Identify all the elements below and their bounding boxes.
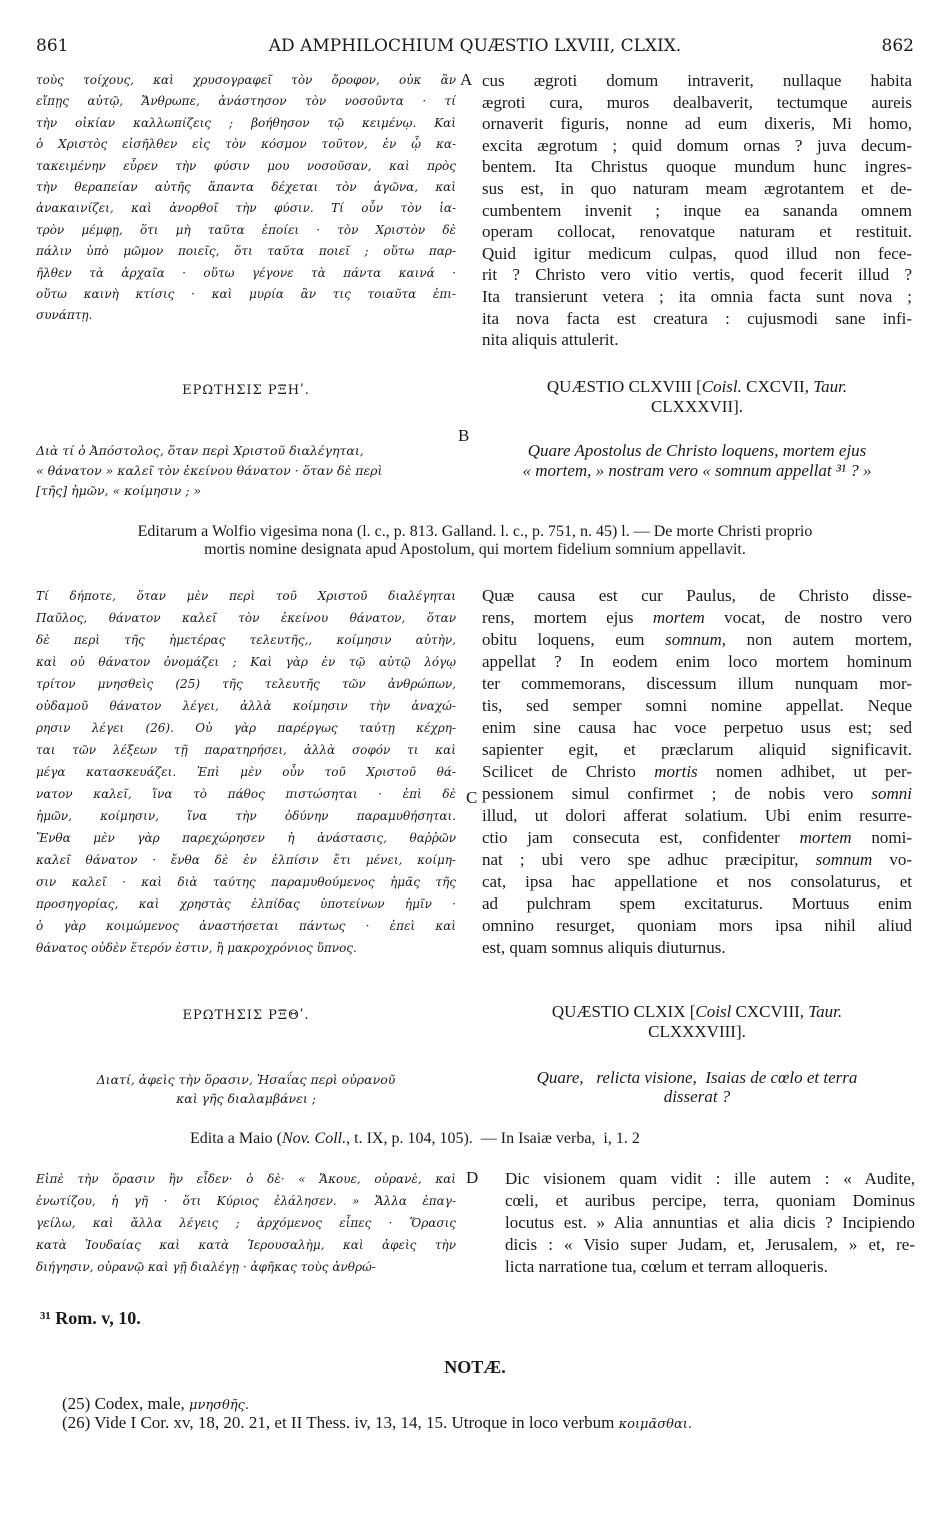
heading-168-line1: QUÆSTIO CLXVIII [Coisl. CXCVII, Taur. (546, 377, 848, 396)
italic-term: mortem (652, 608, 705, 627)
latin-text-line: locutus est. » Alia annuntias et alia dicis ? Incipiendo (505, 1213, 915, 1232)
latin-question-169-line2: disserat ? (663, 1087, 731, 1106)
heading-168-line2: CLXXXVII]. (650, 397, 744, 416)
text-segment: Scilicet de Christo (482, 762, 655, 781)
text-segment: sapienter egit, et præclarum aliquid significavit. (482, 740, 912, 759)
greek-column-top (36, 70, 456, 327)
greek-text-line: Παῦλος, θάνατον καλεῖ τὸν ἐκείνου θάνατον, ὅταν (36, 611, 456, 625)
latin-text-line: ita nova facta est creatura : cujusmodi sane infi- (482, 308, 912, 328)
text-segment: , non autem mortem, (721, 630, 912, 649)
latin-text-line (482, 893, 912, 915)
text-segment: omnino resurget, quoniam mors ipsa nihil aliud (482, 916, 912, 935)
footnote: ³¹ Rom. v, 10. (40, 1308, 141, 1328)
latin-question-168 (482, 441, 912, 481)
latin-question-heading-169 (482, 1002, 912, 1042)
latin-text-line: Dic visionem quam vidit : ille autem : « Audite, (505, 1169, 915, 1188)
latin-text-line: ornaverit figuris, nonne ad eum dixeris, Mi homo, (482, 114, 912, 134)
text-segment: vo- (872, 850, 912, 869)
greek-text-line: τὴν οἰκίαν καλλωπίζεις ; βοήθησον τῷ κειμένῳ. Καὶ (36, 115, 456, 130)
latin-text-line: Ita transierunt vetera ; ita omnia facta sunt nova ; (482, 286, 912, 306)
greek-text-line: γείλω, καὶ ἄλλα λέγεις ; ἀρχόμενος εἶπες · Ὅρασις (36, 1216, 456, 1230)
latin-text-line (482, 871, 912, 893)
latin-question-heading-168 (482, 377, 912, 417)
text-segment: pessionem simul confirmet ; de nobis vero (482, 784, 872, 803)
greek-question-line: [τῆς] ἡμῶν, « κοίμησιν ; » (36, 483, 202, 498)
greek-question-heading-169: ΕΡΩΤΗΣΙΣ ΡΞΘʹ. (182, 1008, 310, 1023)
latin-text-line (482, 915, 912, 937)
text-segment: est, quam somnus aliquis diuturnus. (482, 938, 726, 957)
latin-answer-169 (505, 1168, 915, 1278)
text-segment: enim sine causa hac voce perpetuo usus est; sed (482, 718, 912, 737)
text-segment: ter commemorans, discessum illum nunquam mor- (482, 674, 912, 693)
greek-question-line: « θάνατον » καλεῖ τὸν ἐκείνου θάνατον · ὅταν δὲ περὶ (36, 463, 383, 478)
margin-letter-c: C (466, 788, 478, 807)
latin-text-line (482, 629, 912, 651)
latin-text-line (482, 695, 912, 717)
latin-text-line (482, 849, 912, 871)
greek-text-line: ἐνωτίζου, ἡ γῆ · ὅτι Κύριος ἐλάλησεν. » Ἄλλα ἐπαγ- (36, 1194, 456, 1208)
greek-text-line: ται τῶν λέξεων τῇ παρατηρήσει, ἀλλὰ σοφόν τι καὶ (36, 743, 456, 757)
latin-column-top (482, 70, 912, 351)
greek-text-line: μέγα κατασκευάζει. Ἐπὶ μὲν οὖν τοῦ Χριστοῦ θά- (36, 765, 456, 779)
margin-letter-b: B (458, 426, 470, 445)
note-26: (26) Vide I Cor. xv, 18, 20. 21, et II Thess. iv, 13, 14, 15. Utroque in loco verbum κοιμᾶσθαι. (62, 1413, 692, 1432)
greek-text-line: ἀνακαινίζει, καὶ ἀνορθοῖ τὴν φύσιν. Τί οὖν τὸν ἰα- (36, 201, 456, 216)
greek-text-line: ρησιν λέγει (26). Οὐ γὰρ παρέργως ταύτῃ κέχρη- (36, 721, 456, 735)
latin-text-line (482, 761, 912, 783)
italic-term: somnum (815, 850, 873, 869)
text-segment: Quæ causa est cur Paulus, de Christo disse- (482, 586, 912, 605)
greek-text-line: ὁ γὰρ κοιμώμενος ἀναστήσεται πάντως · ἐπεὶ καὶ (36, 919, 456, 933)
margin-letter-d: D (466, 1168, 479, 1187)
page-number-left: 861 (36, 36, 69, 56)
latin-text-line: licta narratione tua, cœlum et terram alloqueris. (505, 1257, 828, 1276)
page-number-right: 862 (881, 36, 914, 56)
greek-text-line: ῆλθεν τὰ ἀρχαῖα · οὕτω γέγονε τὰ πάντα καινά · (36, 265, 456, 280)
greek-text-line: ἡμῶν, κοίμησιν, ἵνα τὴν ὀδύνην παραμυθήσηται. (36, 809, 456, 823)
latin-text-line (482, 717, 912, 739)
editorial-168-line2: mortis nomine designata apud Apostolum, qui mortem fidelium somnium appellavit. (204, 541, 746, 558)
latin-text-line (482, 827, 912, 849)
greek-answer-168 (36, 585, 456, 959)
greek-text-line: τακειμένην εὗρεν τὴν φύσιν μου νοσοῦσαν, καὶ πρὸς (36, 158, 456, 173)
heading-169-line1: QUÆSTIO CLXIX [Coisl CXCVIII, Taur. (551, 1002, 843, 1021)
greek-question-heading-168: ΕΡΩΤΗΣΙΣ ΡΞΗʹ. (182, 383, 310, 398)
text-segment: cat, ipsa hac appellatione et nos consolaturus, et (482, 872, 912, 891)
greek-text-line: συνάπτῃ. (36, 308, 93, 323)
greek-question-169 (36, 1070, 456, 1108)
latin-text-line: excita ægrotum ; quid domum ornas ? juva decum- (482, 135, 912, 155)
text-segment: appellat ? In eodem enim loco mortem hominum (482, 652, 912, 671)
greek-text-line: τοὺς τοίχους, καὶ χρυσογραφεῖ τὸν ὄροφον, οὐκ ἂν (36, 73, 456, 87)
greek-text-line: τρίτον μνησθεὶς (25) τῆς τελευτῆς τῶν ἀνθρώπων, (36, 677, 456, 691)
latin-text-line: rit ? Christo vero vitio vertis, quod fecerit illud ? (482, 265, 912, 285)
editorial-note-169: Edita a Maio (Nov. Coll., t. IX, p. 104, 105). — In Isaiæ verba, i, 1. 2 (190, 1130, 640, 1147)
greek-text-line: διήγησιν, οὐρανῷ καὶ γῇ διαλέγῃ · ἀφῆκας τοὺς ἀνθρώ- (36, 1260, 376, 1274)
greek-question-line: Διὰ τί ὁ Ἀπόστολος, ὅταν περὶ Χριστοῦ διαλέγηται, (36, 443, 364, 458)
text-segment: vocat, de nostro vero (704, 608, 912, 627)
notes-title: NOTÆ. (444, 1357, 506, 1377)
latin-question-line: « mortem, » nostram vero « somnum appellat ³¹ ? » (522, 461, 872, 480)
latin-text-line: cumbentem invenit ; inque ea sananda omnem (482, 200, 912, 220)
note-25: (25) Codex, male, μνησθῆς. (62, 1394, 250, 1413)
greek-text-line: τρὸν μέμφῃ, ὅτι μὴ ταῦτα ἐποίει · τὸν Χριστὸν δὲ (36, 222, 456, 237)
greek-question-169-line1: Διατί, ἀφεὶς τὴν ὅρασιν, Ἡσαΐας περὶ οὐρανοῦ (96, 1072, 396, 1087)
latin-text-line (482, 585, 912, 607)
greek-text-line: σιν καλεῖ · καὶ διὰ ταύτης παραμυθούμενος ἡμᾶς τῆς (36, 875, 456, 889)
text-segment: illud, ut dolori afferat solatium. Ubi enim resurre- (482, 806, 912, 825)
text-segment: nomen adhibet, ut per- (697, 762, 912, 781)
greek-text-line: πάλιν ὑπὸ μῶμον ποιεῖς, ὅτι ταῦτα ποιεῖ ; οὕτω παρ- (36, 244, 456, 259)
latin-text-line: ægroti cura, muros dealbaverit, tectumque aureis (482, 92, 912, 112)
latin-text-line: cus ægroti domum intraverit, nullaque habita (482, 71, 912, 90)
latin-text-line (482, 607, 912, 629)
latin-text-line: Quid igitur medicum culpas, quod illud non fece- (482, 243, 912, 263)
greek-text-line: καλεῖ θάνατον · ἔνθα δὲ ἐν ἐλπίσιν ἔτι μένει, κοίμη- (36, 853, 456, 867)
running-title: AD AMPHILOCHIUM QUÆSTIO LXVIII, CLXIX. (268, 36, 682, 56)
greek-text-line: τὴν θεραπείαν αὐτῆς ἅπαντα δέχεται τὸν ἀγῶνα, καὶ (36, 180, 456, 195)
greek-text-line: προσηγορίας, καὶ χρηστὰς ἐλπίδας ὑποτείνων ἡμῖν · (36, 897, 456, 911)
latin-text-line: sus est, in quo naturam meam ægrotantem et de- (482, 178, 912, 198)
text-segment: ctio jam consecuta est, confidenter (482, 828, 800, 847)
greek-text-line: κατὰ Ἰουδαίας καὶ κατὰ Ἱερουσαλὴμ, καὶ ἀφεὶς τὴν (36, 1238, 456, 1252)
text-segment: tis, sed semper somni nomine appellat. Neque (482, 696, 912, 715)
greek-question-169-line2: καὶ γῆς διαλαμβάνει ; (176, 1091, 316, 1106)
italic-term: mortem (799, 828, 852, 847)
greek-text-line: Τί δήποτε, ὅταν μὲν περὶ τοῦ Χριστοῦ διαλέγηται (36, 589, 456, 603)
greek-text-line: Ἔνθα μὲν γὰρ παρεχώρησεν ἡ ἀνάστασις, θαῤῥῶν (36, 831, 456, 845)
latin-text-line (482, 937, 912, 959)
text-segment: rens, mortem ejus (482, 608, 653, 627)
greek-text-line: ὁ Χριστὸς εἰσῆλθεν εἰς τὸν κόσμον τοῦτον, ἐν ᾧ κα- (36, 137, 456, 152)
latin-text-line: operam collocat, renovatque naturam et restituit. (482, 222, 912, 242)
text-segment: nomi- (851, 828, 912, 847)
text-segment: ad pulchram spem excitaturus. Mortuus enim (482, 894, 912, 913)
editorial-note-168 (40, 523, 910, 559)
latin-text-line: dicis : « Visio super Judam, et, Jerusalem, » et, re- (505, 1235, 915, 1254)
latin-text-line (482, 783, 912, 805)
latin-text-line: cœli, et auribus percipe, terra, quoniam Dominus (505, 1191, 915, 1210)
latin-text-line: bentem. Ita Christus quoque mundum hunc ingres- (482, 157, 912, 177)
heading-169-line2: CLXXXVIII]. (648, 1022, 746, 1041)
latin-text-line: nita aliquis attulerit. (482, 330, 619, 350)
italic-term: somnum (665, 630, 722, 649)
latin-question-169-line1: Quare, relicta visione, Isaias de cœlo et terra (536, 1068, 858, 1087)
latin-question-line: Quare Apostolus de Christo loquens, mortem ejus (527, 441, 867, 460)
text-segment: obitu loquens, eum (482, 630, 666, 649)
latin-text-line (482, 739, 912, 761)
greek-answer-169 (36, 1168, 456, 1278)
greek-text-line: θάνατος οὐδὲν ἕτερόν ἐστιν, ἢ μακροχρόνιος ὕπνος. (36, 941, 357, 955)
greek-text-line: οὐδαμοῦ θάνατον λέγει, ἀλλὰ κοίμησιν τὴν ἀναχώ- (36, 699, 456, 713)
greek-text-line: δὲ περὶ τῆς ἡμετέρας τελευτῆς,, κοίμησιν αὐτὴν, (36, 633, 456, 647)
greek-text-line: εἴπῃς αὐτῷ, Ἄνθρωπε, ἀνάστησον τὸν νοσοῦντα · τί (36, 94, 456, 109)
greek-text-line: Εἰπὲ τὴν ὅρασιν ἣν εἶδεν· ὁ δὲ· « Ἄκουε, οὐρανὲ, καὶ (36, 1172, 456, 1186)
greek-question-168 (36, 441, 456, 501)
margin-letter-a: A (460, 70, 473, 89)
latin-text-line (482, 651, 912, 673)
italic-term: mortis (654, 762, 698, 781)
greek-text-line: οὕτω καινὴ κτίσις · καὶ μυρία ἂν τις τοιαῦτα ἐπι- (36, 287, 456, 302)
latin-text-line (482, 805, 912, 827)
italic-term: somni (871, 784, 912, 803)
text-segment: nat ; ubi vero spe adhuc præcipitur, (482, 850, 816, 869)
editorial-168-line1: Editarum a Wolfio vigesima nona (l. c., p. 813. Galland. l. c., p. 751, n. 45) l. — De morte Christi proprio (137, 523, 813, 540)
greek-text-line: καὶ οὐ θάνατον ὀνομάζει ; Καὶ γὰρ ἐν τῷ αὐτῷ λόγῳ (36, 655, 456, 669)
latin-question-169 (482, 1068, 912, 1106)
latin-text-line (482, 673, 912, 695)
greek-text-line: νατον καλεῖ, ἵνα τὸ πάθος πιστώσηται · ἐπὶ δὲ (36, 787, 456, 801)
latin-answer-168 (482, 585, 912, 959)
